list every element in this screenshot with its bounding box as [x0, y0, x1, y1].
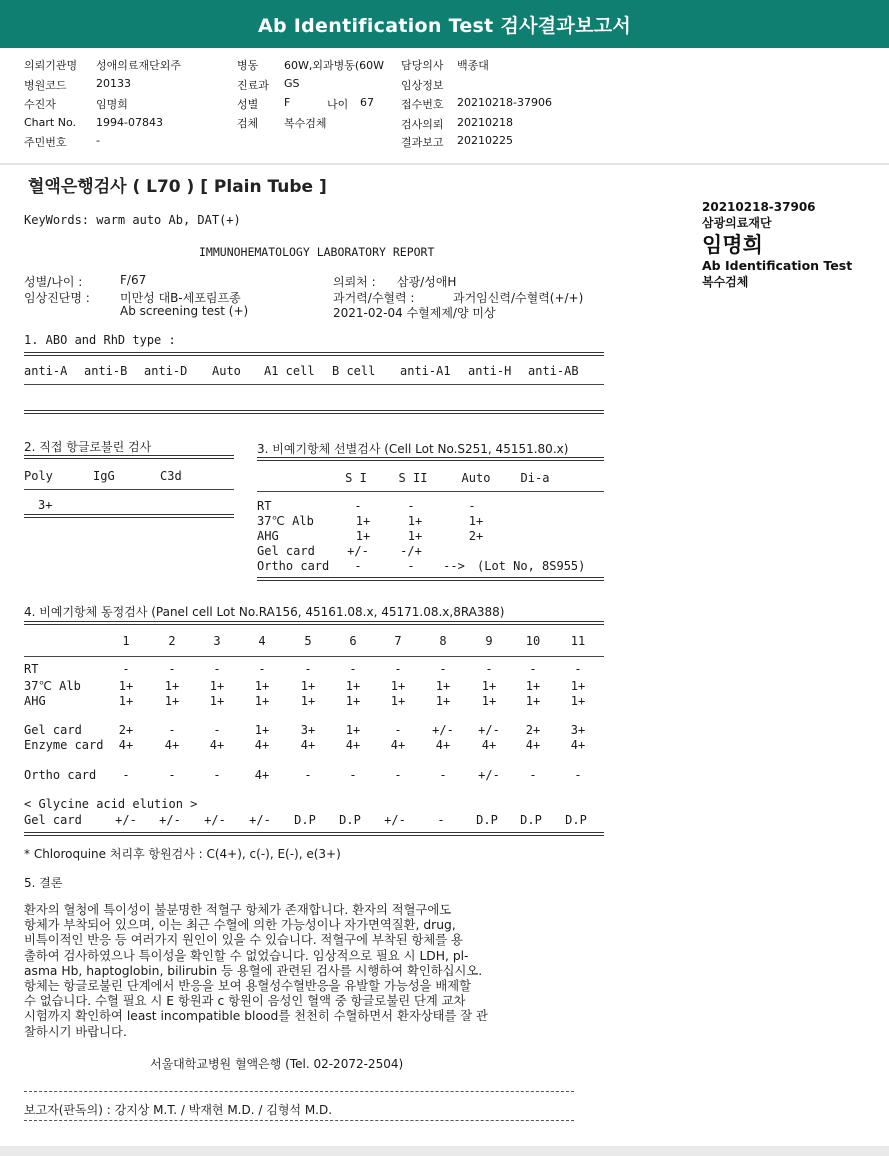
panel-cell: -: [304, 662, 312, 676]
screen-row-label: RT: [257, 499, 272, 513]
chloroquine-note: * Chloroquine 처리후 항원검사 : C(4+), c(-), E(-), e(3+): [24, 847, 341, 861]
section3-title: 3. 비예기항체 선별검사 (Cell Lot No.S251, 45151.80.x): [257, 442, 569, 456]
report-date-label: 결과보고: [401, 136, 444, 149]
sex-value: F: [284, 96, 291, 109]
abo-header-anti-ab: anti-AB: [528, 364, 579, 378]
abo-header-anti-a1: anti-A1: [400, 364, 451, 378]
elution-cell: +/-: [204, 813, 226, 827]
panel-cell: 4+: [254, 768, 270, 782]
panel-column-header: 2: [168, 634, 176, 648]
abo-header-anti-h: anti-H: [468, 364, 512, 378]
ortho-lot-note: (Lot No, 8S955): [477, 559, 586, 573]
screen-cell: 1+: [468, 514, 484, 528]
requester-label: 의뢰처 :: [333, 275, 376, 289]
section2-title: 2. 직접 항글로불린 검사: [24, 440, 152, 454]
ward-value: 60W,외과병동(60W: [284, 59, 385, 72]
clinical-info-label: 임상정보: [401, 79, 444, 92]
conclusion-line: 시험까지 확인하여 least incompatible blood를 천천히 수혈하면서 환자상태를 잘 관: [24, 1009, 488, 1024]
elution-cell: +/-: [159, 813, 181, 827]
panel-cell: 1+: [164, 679, 180, 693]
panel-cell: 4+: [390, 738, 406, 752]
panel-row-label: AHG: [24, 694, 46, 708]
patient-value: 임명희: [96, 98, 128, 111]
panel-cell: 4+: [209, 738, 225, 752]
elution-row-label: Gel card: [24, 813, 82, 827]
panel-cell: 4+: [525, 738, 541, 752]
hospital-code-value: 20133: [96, 77, 131, 90]
specimen-label: 검체: [237, 117, 259, 130]
request-date-label: 검사의뢰: [401, 118, 444, 131]
dat-header-c3d: C3d: [160, 469, 182, 483]
side-patient-name: 임명희: [702, 233, 763, 257]
abo-header-anti-a: anti-A: [24, 364, 68, 378]
diagnosis-label: 임상진단명 :: [24, 291, 90, 305]
panel-cell: 1+: [209, 694, 225, 708]
panel-cell: 1+: [300, 679, 316, 693]
request-date-value: 20210218: [457, 116, 513, 129]
panel-cell: 1+: [390, 679, 406, 693]
panel-row-label: 37℃ Alb: [24, 679, 81, 693]
single-rule: [24, 384, 604, 385]
side-test-name: Ab Identification Test: [702, 258, 853, 273]
receipt-label: 접수번호: [401, 98, 444, 111]
screen-row-label: 37℃ Alb: [257, 514, 314, 528]
keywords: KeyWords: warm auto Ab, DAT(+): [24, 213, 241, 227]
screen-row-label: AHG: [257, 529, 279, 543]
diagnosis-line-2: Ab screening test (+): [120, 304, 249, 318]
chart-no-value: 1994-07843: [96, 116, 163, 129]
screen-header-s2: S II: [398, 471, 428, 485]
dashed-rule: [24, 1091, 574, 1092]
screen-header-dia: Di-a: [520, 471, 550, 485]
panel-cell: 1+: [570, 679, 586, 693]
panel-cell: -: [304, 768, 312, 782]
reporters: 보고자(판독의) : 강지상 M.T. / 박재현 M.D. / 김형석 M.D.: [24, 1103, 333, 1117]
doctor-label: 담당의사: [401, 59, 444, 72]
panel-cell: -: [485, 662, 493, 676]
section4-title: 4. 비예기항체 동정검사 (Panel cell Lot No.RA156, 45161.08.x, 45171.08.x,8RA388): [24, 605, 505, 619]
panel-cell: 1+: [254, 694, 270, 708]
panel-cell: 1+: [570, 694, 586, 708]
panel-cell: -: [439, 768, 447, 782]
panel-cell: 2+: [525, 723, 541, 737]
panel-cell: +/-: [478, 723, 500, 737]
panel-cell: 1+: [164, 694, 180, 708]
age-value: 67: [360, 96, 374, 109]
abo-header-anti-b: anti-B: [84, 364, 128, 378]
screen-cell: -: [407, 499, 415, 513]
panel-cell: -: [213, 768, 221, 782]
panel-cell: -: [122, 662, 130, 676]
panel-cell: 4+: [118, 738, 134, 752]
panel-cell: -: [394, 662, 402, 676]
diagnosis-line-1: 미만성 대B-세포림프종: [120, 291, 241, 305]
abo-header-anti-d: anti-D: [144, 364, 188, 378]
elution-cell: D.P: [339, 813, 361, 827]
dat-header-igg: IgG: [93, 469, 115, 483]
document-title: 혈액은행검사 ( L70 ) [ Plain Tube ]: [28, 177, 327, 197]
institution-label: 의뢰기관명: [24, 59, 78, 72]
panel-column-header: 4: [258, 634, 266, 648]
panel-column-header: 10: [525, 634, 541, 648]
conclusion-line: 비특이적인 반응 등 여러가지 원인이 있을 수 있습니다. 적혈구에 부착된 항체를 용: [24, 933, 463, 948]
panel-cell: -: [213, 662, 221, 676]
panel-cell: 4+: [570, 738, 586, 752]
panel-cell: 1+: [254, 723, 270, 737]
hospital-line: 서울대학교병원 혈액은행 (Tel. 02-2072-2504): [150, 1057, 404, 1071]
panel-row-label: Enzyme card: [24, 738, 104, 752]
panel-cell: 4+: [435, 738, 451, 752]
side-specimen: 복수검체: [702, 275, 749, 289]
abo-header-a1-cell: A1 cell: [264, 364, 315, 378]
screen-cell: -: [468, 499, 476, 513]
conclusion-text: [24, 903, 624, 1040]
panel-row-label: Ortho card: [24, 768, 97, 782]
elution-cell: +/-: [249, 813, 271, 827]
panel-cell: 1+: [525, 694, 541, 708]
double-rule: [24, 514, 234, 518]
screen-cell: 1+: [355, 514, 371, 528]
panel-cell: 1+: [209, 679, 225, 693]
panel-cell: -: [168, 768, 176, 782]
history-label: 과거력/수혈력 :: [333, 291, 415, 305]
requester-value: 삼광/성애H: [397, 275, 457, 289]
panel-cell: 1+: [390, 694, 406, 708]
institution-value: 성애의료재단외주: [96, 59, 182, 72]
panel-cell: 4+: [300, 738, 316, 752]
screen-cell: -/+: [400, 544, 422, 558]
panel-cell: 1+: [345, 679, 361, 693]
elution-cell: -: [437, 813, 445, 827]
panel-cell: -: [574, 662, 582, 676]
dat-header-poly: Poly: [24, 469, 53, 483]
conclusion-line: 수 없습니다. 수혈 필요 시 E 항원과 c 항원이 음성인 혈액 중 항글로불린 단계 교차: [24, 994, 466, 1009]
panel-cell: 1+: [300, 694, 316, 708]
screen-header-auto: Auto: [461, 471, 491, 485]
panel-cell: 1+: [118, 679, 134, 693]
panel-cell: +/-: [478, 768, 500, 782]
panel-cell: -: [122, 768, 130, 782]
screen-cell: -: [354, 499, 362, 513]
header-divider: [0, 163, 889, 165]
ward-label: 병동: [237, 59, 259, 72]
hospital-code-label: 병원코드: [24, 79, 67, 92]
screen-cell: -->: [443, 559, 465, 573]
panel-cell: 4+: [164, 738, 180, 752]
panel-column-header: 11: [570, 634, 586, 648]
screen-cell: +/-: [347, 544, 369, 558]
panel-cell: -: [349, 662, 357, 676]
panel-cell: -: [529, 662, 537, 676]
sex-age-label: 성별/나이 :: [24, 275, 83, 289]
double-rule: [257, 577, 604, 581]
panel-cell: 2+: [118, 723, 134, 737]
conclusion-line: 항체는 항글로불린 단계에서 반응을 보여 용혈성수혈반응을 유발할 가능성을 배제할: [24, 979, 472, 994]
section1-title: 1. ABO and RhD type :: [24, 333, 176, 347]
conclusion-line: 항체가 부착되어 있으며, 이는 최근 수혈에 의한 가능성이나 자가면역질환, drug,: [24, 918, 456, 933]
elution-cell: D.P: [565, 813, 587, 827]
double-rule: [24, 352, 604, 356]
single-rule: [257, 491, 604, 492]
screen-cell: 1+: [355, 529, 371, 543]
screen-row-label: Ortho card: [257, 559, 330, 573]
panel-cell: 1+: [345, 694, 361, 708]
screen-cell: 2+: [468, 529, 484, 543]
double-rule: [24, 832, 604, 836]
conclusion-line: 출하여 검사하였으나 특이성을 확인할 수 없었습니다. 임상적으로 필요 시 LDH, pl-: [24, 948, 469, 963]
history-line-1: 과거임신력/수혈력(+/+): [453, 291, 584, 305]
panel-cell: -: [258, 662, 266, 676]
specimen-value: 복수검체: [284, 117, 327, 130]
panel-cell: 1+: [481, 694, 497, 708]
elution-cell: +/-: [384, 813, 406, 827]
panel-cell: -: [349, 768, 357, 782]
conclusion-line: 환자의 혈청에 특이성이 불분명한 적혈구 항체가 존재합니다. 환자의 적혈구에도: [24, 903, 452, 917]
report-title: Ab Identification Test 검사결과보고서: [257, 15, 632, 37]
age-label: 나이: [327, 98, 349, 111]
panel-cell: 1+: [525, 679, 541, 693]
panel-cell: -: [439, 662, 447, 676]
dept-value: GS: [284, 77, 300, 90]
report-heading: IMMUNOHEMATOLOGY LABORATORY REPORT: [199, 245, 435, 259]
screen-cell: -: [354, 559, 362, 573]
dept-label: 진료과: [237, 79, 269, 92]
chart-no-label: Chart No.: [24, 116, 76, 129]
screen-row-label: Gel card: [257, 544, 315, 558]
elution-cell: +/-: [115, 813, 137, 827]
screen-cell: 1+: [407, 529, 423, 543]
receipt-value: 20210218-37906: [457, 96, 552, 109]
panel-cell: 4+: [481, 738, 497, 752]
patient-label: 수진자: [24, 98, 56, 111]
screen-cell: 1+: [407, 514, 423, 528]
panel-cell: 1+: [345, 723, 361, 737]
panel-cell: -: [574, 768, 582, 782]
panel-cell: 1+: [254, 679, 270, 693]
panel-cell: -: [394, 768, 402, 782]
sex-label: 성별: [237, 98, 259, 111]
double-rule: [24, 455, 234, 459]
panel-column-header: 9: [485, 634, 493, 648]
abo-header-auto: Auto: [212, 364, 241, 378]
section5-title: 5. 결론: [24, 876, 63, 890]
rrn-value: -: [96, 134, 100, 147]
panel-column-header: 5: [304, 634, 312, 648]
elution-cell: D.P: [476, 813, 498, 827]
screen-cell: -: [407, 559, 415, 573]
panel-cell: -: [168, 723, 176, 737]
panel-cell: 3+: [570, 723, 586, 737]
sex-age-value: F/67: [120, 273, 147, 287]
elution-title: < Glycine acid elution >: [24, 797, 198, 811]
side-receipt-no: 20210218-37906: [702, 200, 816, 214]
panel-column-header: 3: [213, 634, 221, 648]
panel-column-header: 7: [394, 634, 402, 648]
panel-cell: 1+: [118, 694, 134, 708]
double-rule: [257, 457, 604, 461]
page-footer-band: [0, 1146, 889, 1156]
panel-cell: 1+: [435, 694, 451, 708]
elution-cell: D.P: [520, 813, 542, 827]
double-rule: [24, 621, 604, 625]
conclusion-line: asma Hb, haptoglobin, bilirubin 등 용혈에 관련된 검사를 시행하여 확인하십시오.: [24, 963, 483, 978]
screen-header-s1: S I: [345, 471, 367, 485]
panel-cell: -: [394, 723, 402, 737]
report-date-value: 20210225: [457, 134, 513, 147]
panel-cell: 4+: [254, 738, 270, 752]
abo-header-b-cell: B cell: [332, 364, 376, 378]
panel-cell: -: [168, 662, 176, 676]
panel-column-header: 8: [439, 634, 447, 648]
history-line-2: 2021-02-04 수혈제제/양 미상: [333, 306, 496, 320]
panel-column-header: 1: [122, 634, 130, 648]
panel-cell: +/-: [432, 723, 454, 737]
panel-column-header: 6: [349, 634, 357, 648]
elution-cell: D.P: [294, 813, 316, 827]
panel-cell: 3+: [300, 723, 316, 737]
panel-row-label: RT: [24, 662, 39, 676]
dashed-rule: [24, 1120, 574, 1121]
panel-cell: 1+: [481, 679, 497, 693]
rrn-label: 주민번호: [24, 136, 67, 149]
panel-cell: 1+: [435, 679, 451, 693]
side-org: 삼광의료재단: [702, 216, 772, 230]
doctor-value: 백종대: [457, 59, 489, 72]
panel-cell: -: [213, 723, 221, 737]
double-rule: [24, 410, 604, 414]
dat-value-poly: 3+: [38, 498, 53, 512]
panel-row-label: Gel card: [24, 723, 82, 737]
conclusion-line: 찰하시기 바랍니다.: [24, 1024, 127, 1039]
single-rule: [24, 489, 234, 490]
panel-cell: -: [529, 768, 537, 782]
panel-cell: 4+: [345, 738, 361, 752]
single-rule: [24, 656, 604, 657]
